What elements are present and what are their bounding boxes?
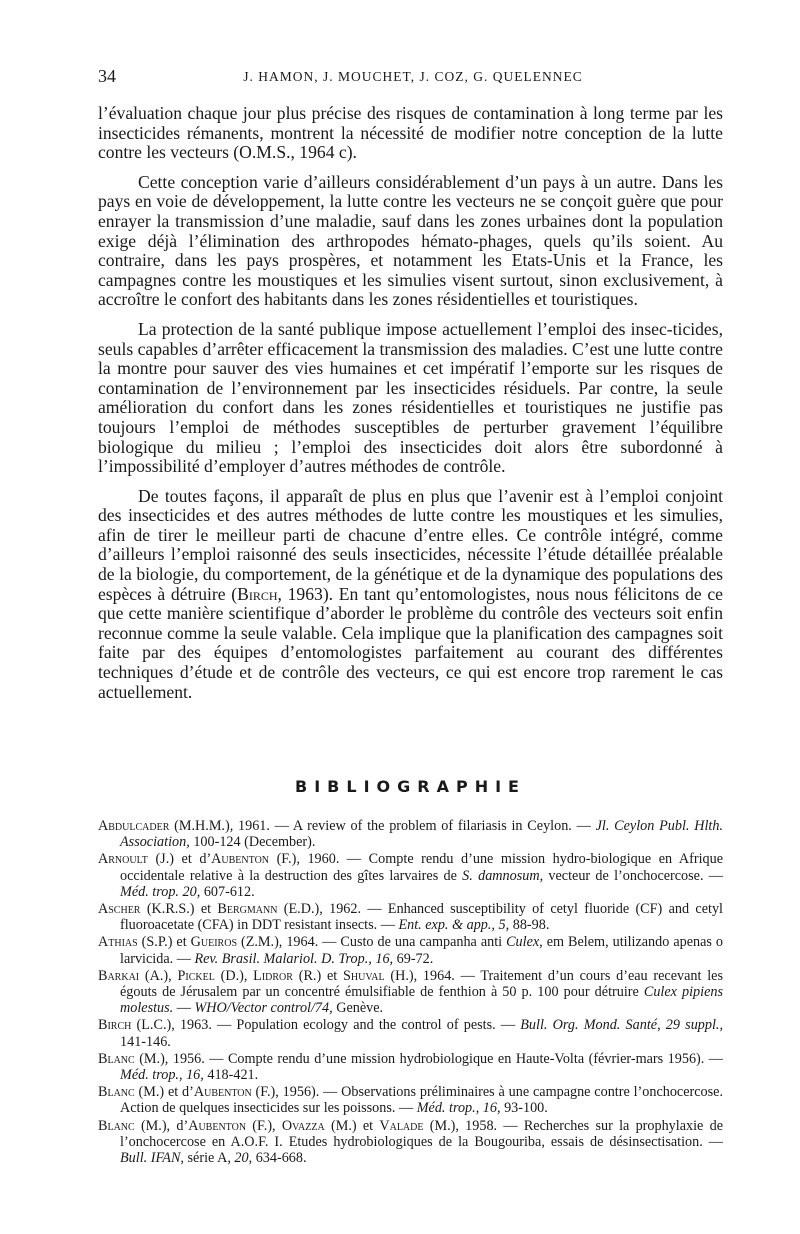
reference-text: (D.),: [214, 967, 254, 984]
reference-author: Arnoult: [98, 851, 148, 868]
reference-text: (S.P.) et: [137, 934, 191, 951]
reference-text: (J.) et d’: [147, 851, 212, 868]
reference-text: 88-98.: [509, 917, 550, 934]
reference-entry: [98, 1084, 723, 1116]
reference-text: 69-72.: [393, 950, 434, 967]
reference-text: (M.), 1956. — Compte rendu d’une mission hydrobiologique en Haute-Volta (février-mars 1956). —: [134, 1050, 723, 1067]
reference-text: 141-146.: [120, 1033, 171, 1050]
reference-author: Gueiros: [190, 934, 237, 951]
paragraph-4-text-a: De toutes façons, il apparaît de plus en plus que l’avenir est à l’emploi conjoint des insecticides et des autres méthodes de lutte contre les moustiques et les simulies, afin de tirer le meilleur parti de chacune d’entre elles. Ce contrôle intégré, comme d’ailleurs l’emploi raisonné des seuls insecticides, nécessite l’étude détaillée préalable de la biologie, du comportement, de la génétique et de la dynamique des populations des espèces à détruire (: [98, 485, 723, 604]
page-number: 34: [98, 66, 116, 86]
reference-author: Birch: [98, 1017, 132, 1034]
reference-text: (F.), 1956). — Observations préliminaires à une campagne contre l’onchocercose. Action de quelques insecticides sur les poissons. —: [120, 1084, 724, 1117]
reference-journal: Jl. Ceylon Publ. Hlth. Association,: [120, 818, 723, 851]
reference-author: Aubenton: [193, 1084, 252, 1101]
reference-text: —: [173, 1000, 195, 1017]
reference-author: Blanc: [98, 1050, 135, 1067]
reference-entry: [98, 1017, 723, 1049]
reference-entry: [98, 901, 723, 933]
reference-entry: [98, 1051, 723, 1083]
reference-text: (Z.M.), 1964. — Custo de una campanha anti: [237, 934, 507, 951]
reference-journal: WHO/Vector control/74,: [194, 1000, 333, 1017]
reference-author: Bergmann: [217, 901, 278, 918]
reference-text: (M.), 1958. — Recherches sur la prophylaxie de l’onchocercose en A.O.F. I. Etudes hydrobiologiques de la Bougouriba, essais de désinsectisation. —: [120, 1117, 723, 1150]
reference-author: Barkai: [98, 967, 140, 984]
reference-author: Blanc: [98, 1117, 135, 1134]
page-header: [98, 66, 728, 90]
reference-author: Aubenton: [188, 1117, 247, 1134]
reference-journal: S. damnosum,: [462, 867, 544, 884]
reference-journal: 20,: [234, 1150, 253, 1167]
reference-entry: [98, 968, 723, 1017]
reference-text: (H.), 1964. — Traitement d’un cours d’eau recevant les égouts de Jérusalem par un concentré émulsifiable de fenthion à 50 p. 100 pour détruire: [120, 967, 723, 1001]
reference-entry: [98, 818, 723, 850]
reference-journal: Méd. trop. 20,: [120, 883, 201, 900]
reference-journal: Bull. IFAN,: [120, 1150, 184, 1167]
reference-text: 418-421.: [203, 1067, 259, 1084]
reference-author: Ovazza: [281, 1117, 325, 1134]
reference-journal: Bull. Org. Mond. Santé, 29 suppl.,: [520, 1017, 724, 1034]
reference-text: Genève.: [332, 1000, 384, 1017]
reference-author: Abdulcader: [98, 818, 170, 834]
bibliography-heading: BIBLIOGRAPHIE: [295, 777, 526, 796]
reference-author: Athias: [98, 934, 138, 951]
paragraph-3: La protection de la santé publique impose actuellement l’emploi des insec-ticides, seuls capables d’arrêter efficacement la transmission des maladies. C’est une lutte contre la montre pour sauver des vies humaines et cet impératif l’emporte sur les risques de contamination de l’environnement par les insecticides résiduels. Par contre, la seule amélioration du confort dans les zones résidentielles et touristiques ne justifie pas toujours l’emploi de méthodes susceptibles de perturber gravement l’équilibre biologique du milieu ; l’emploi des insecticides doit alors être subordonné à l’impossibilité d’employer d’autres méthodes de contrôle.: [98, 318, 723, 477]
reference-author: Valade: [379, 1117, 424, 1134]
reference-author: Pickel: [177, 967, 215, 984]
reference-entry: [98, 851, 723, 900]
running-head: J. HAMON, J. MOUCHET, J. COZ, G. QUELENNEC: [243, 69, 583, 84]
paragraph-4: [98, 487, 723, 703]
reference-author: Aubenton: [211, 851, 270, 868]
reference-author: Blanc: [98, 1084, 135, 1101]
reference-text: 634-668.: [252, 1150, 307, 1167]
citation-author: Birch: [237, 583, 278, 604]
reference-text: (M.H.M.), 1961. — A review of the problem of filariasis in Ceylon. —: [169, 818, 596, 834]
reference-text: vecteur de l’onchocercose. —: [543, 867, 723, 884]
reference-author: Ascher: [98, 901, 141, 918]
reference-text: (L.C.), 1963. — Population ecology and the control of pests. —: [131, 1017, 521, 1034]
reference-text: 93-100.: [500, 1100, 548, 1117]
reference-list: [98, 818, 723, 1167]
reference-text: em Belem, utilizando apenas o larvicida. —: [120, 934, 723, 967]
reference-text: (M.) et: [324, 1117, 380, 1134]
reference-author: Shuval: [342, 967, 385, 984]
reference-text: (E.D.), 1962. — Enhanced susceptibility of cetyl fluoride (CF) and cetyl fluoroacetate (CFA) in DDT resistant insects. —: [120, 901, 723, 934]
reference-journal: Culex pipiens molestus.: [120, 984, 723, 1017]
reference-journal: Méd. trop., 16,: [120, 1067, 204, 1084]
reference-journal: Ent. exp. & app., 5,: [398, 917, 510, 934]
reference-entry: [98, 934, 723, 966]
reference-text: (R.) et: [292, 967, 343, 984]
reference-text: 607-612.: [200, 883, 255, 900]
reference-text: (K.R.S.) et: [140, 901, 218, 918]
reference-text: (F.),: [246, 1117, 282, 1134]
reference-journal: Rev. Brasil. Malariol. D. Trop., 16,: [194, 950, 394, 967]
reference-entry: [98, 1118, 723, 1167]
reference-text: (A.),: [139, 967, 178, 984]
reference-text: (M.), d’: [134, 1117, 189, 1134]
body-text: [98, 104, 723, 712]
paragraph-4-text-b: , 1963). En tant qu’entomologistes, nous nous félicitons de ce que cette manière scientifique d’aborder le problème du contrôle des vecteurs soit enfin reconnue comme la seule valable. Cela implique que la planification des campagnes soit faite par des équipes d’entomologistes parfaitement au courant des différentes techniques d’étude et de contrôle des vecteurs, ce qui est encore trop rarement le cas actuellement.: [98, 583, 723, 702]
reference-text: (F.), 1960. — Compte rendu d’une mission hydro-biologique en Afrique occidentale relative à la destruction des gîtes larvaires de: [120, 851, 723, 884]
paragraph-1: l’évaluation chaque jour plus précise des risques de contamination à long terme par les insecticides rémanents, montrent la nécessité de modifier notre conception de la lutte contre les vecteurs (O.M.S., 1964 c).: [98, 103, 723, 163]
reference-journal: Méd. trop., 16,: [416, 1100, 501, 1117]
reference-journal: Culex,: [506, 934, 543, 951]
paragraph-2: Cette conception varie d’ailleurs considérablement d’un pays à un autre. Dans les pays en voie de développement, la lutte contre les vecteurs ne se conçoit guère que pour enrayer la transmission d’une maladie, sauf dans les zones urbaines dont la population exige déjà l’élimination des arthropodes hémato-phages, quels qu’ils soient. Au contraire, dans les pays prospères, et notamment les Etats-Unis et la France, les campagnes contre les moustiques et les simulies visent surtout, sinon exclusivement, à accroître le confort des habitants dans les zones résidentielles et touristiques.: [98, 171, 723, 310]
reference-author: Lidror: [253, 967, 293, 984]
reference-text: 100-124 (December).: [189, 834, 316, 851]
reference-text: série A,: [183, 1150, 235, 1167]
reference-text: (M.) et d’: [134, 1084, 194, 1101]
